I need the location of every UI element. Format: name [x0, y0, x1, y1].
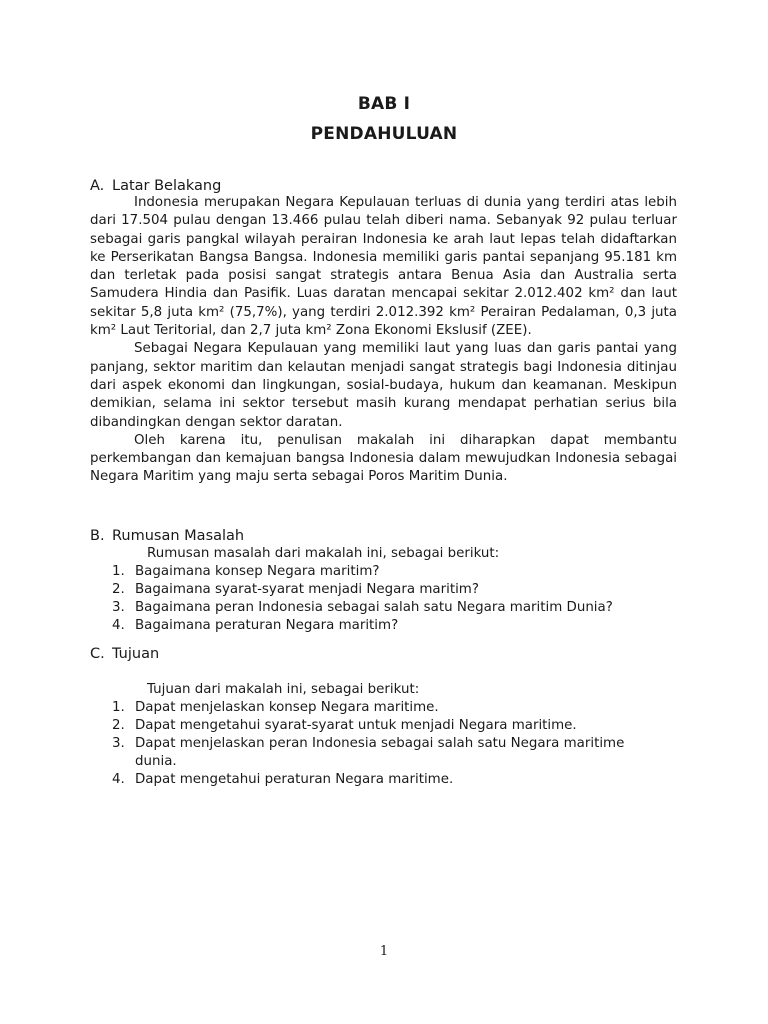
section-c-list [90, 699, 650, 789]
page-number: 1 [379, 944, 389, 959]
list-item [90, 735, 650, 771]
list-item-text: Dapat menjelaskan peran Indonesia sebagai salah satu Negara maritime dunia. [135, 736, 625, 769]
section-c-letter: C. [90, 646, 105, 662]
section-c-title: Tujuan [112, 646, 160, 662]
list-item [90, 771, 650, 789]
list-item-text: Bagaimana peran Indonesia sebagai salah satu Negara maritim Dunia? [135, 600, 613, 615]
section-a-body [90, 194, 677, 487]
list-item-number: 4. [112, 772, 125, 787]
chapter-title: PENDAHULUAN [310, 124, 458, 144]
list-item [90, 563, 650, 581]
list-item-text: Dapat mengetahui syarat-syarat untuk menjadi Negara maritime. [135, 718, 577, 733]
list-item [90, 717, 650, 735]
list-item-number: 4. [112, 618, 125, 633]
list-item-number: 3. [112, 600, 125, 615]
list-item-text: Dapat menjelaskan konsep Negara maritime. [135, 700, 439, 715]
chapter-heading: BAB I [357, 94, 411, 114]
section-b-title: Rumusan Masalah [112, 528, 245, 544]
section-c-heading [90, 645, 159, 663]
list-item [90, 599, 650, 617]
section-a-heading [90, 177, 221, 195]
section-a-letter: A. [90, 178, 105, 194]
list-item-number: 2. [112, 718, 125, 733]
list-item-text: Bagaimana konsep Negara maritim? [135, 564, 380, 579]
paragraph: Oleh karena itu, penulisan makalah ini diharapkan dapat membantu perkembangan dan kemajuan bangsa Indonesia dalam mewujudkan Indonesia sebagai Negara Maritim yang maju serta sebagai Poros Maritim Dunia. [90, 432, 677, 485]
list-item [90, 617, 650, 635]
section-c-intro: Tujuan dari makalah ini, sebagai berikut: [147, 682, 420, 697]
list-item-number: 3. [112, 736, 125, 751]
list-item-text: Bagaimana syarat-syarat menjadi Negara maritim? [135, 582, 479, 597]
list-item [90, 581, 650, 599]
section-b-letter: B. [90, 528, 105, 544]
section-b-list [90, 563, 650, 635]
section-a-title: Latar Belakang [112, 178, 222, 194]
section-b-intro: Rumusan masalah dari makalah ini, sebagai berikut: [147, 546, 500, 561]
list-item-number: 1. [112, 700, 125, 715]
list-item-text: Dapat mengetahui peraturan Negara maritime. [135, 772, 454, 787]
list-item-number: 2. [112, 582, 125, 597]
list-item-number: 1. [112, 564, 125, 579]
paragraph: Indonesia merupakan Negara Kepulauan terluas di dunia yang terdiri atas lebih dari 17.504 pulau dengan 13.466 pulau telah diberi nama. Sebanyak 92 pulau terluar sebagai garis pangkal wilayah perairan Indonesia ke arah laut lepas telah didaftarkan ke Perserikatan Bangsa Bangsa. Indonesia memiliki garis pantai sepanjang 95.181 km dan terletak pada posisi sangat strategis antara Benua Asia dan Australia serta Samudera Hindia dan Pasifik. Luas daratan mencapai sekitar 2.012.402 km² dan laut sekitar 5,8 juta km² (75,7%), yang terdiri 2.012.392 km² Perairan Pedalaman, 0,3 juta km² Laut Teritorial, dan 2,7 juta km² Zona Ekonomi Ekslusif (ZEE). [90, 195, 677, 339]
section-b-heading [90, 527, 244, 545]
list-item [90, 699, 650, 717]
paragraph: Sebagai Negara Kepulauan yang memiliki laut yang luas dan garis pantai yang panjang, sektor maritim dan kelautan menjadi sangat strategis bagi Indonesia ditinjau dari aspek ekonomi dan lingkungan, sosial-budaya, hukum dan keamanan. Meskipun demikian, selama ini sektor tersebut masih kurang mendapat perhatian serius bila dibandingkan dengan sektor daratan. [90, 341, 677, 430]
list-item-text: Bagaimana peraturan Negara maritim? [135, 618, 399, 633]
